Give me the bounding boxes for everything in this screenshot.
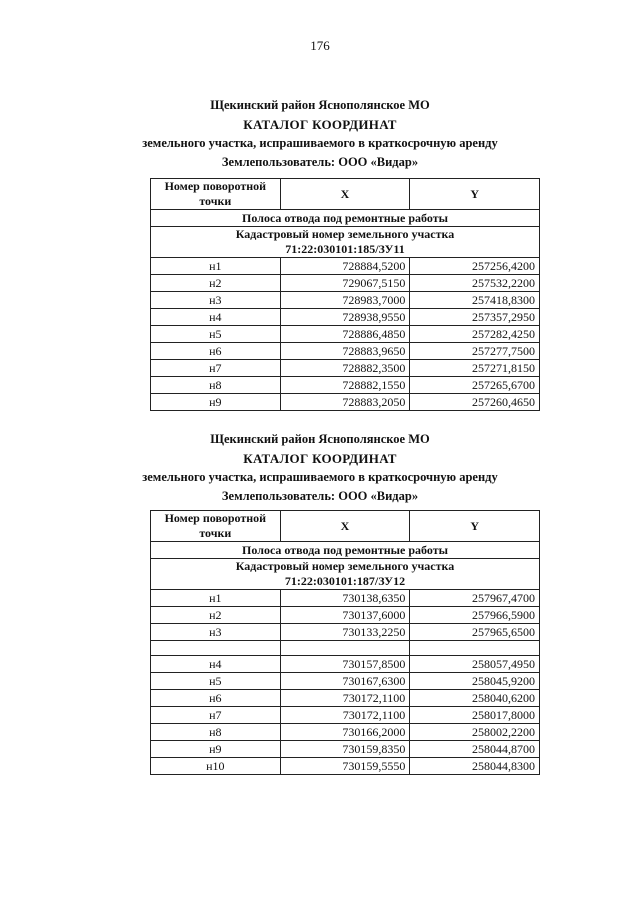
- cadastral-cell: [151, 559, 540, 590]
- y-cell: 257418,8300: [410, 292, 540, 309]
- y-cell: 257282,4250: [410, 326, 540, 343]
- cadastral-number: 71:22:030101:185/ЗУ11: [285, 242, 405, 256]
- header-y: Y: [410, 511, 540, 542]
- point-cell: н3: [151, 292, 281, 309]
- y-cell: 258057,4950: [410, 656, 540, 673]
- table-row: [151, 258, 540, 275]
- x-cell: 728886,4850: [280, 326, 410, 343]
- table-row: [151, 641, 540, 656]
- catalog-heading-1: [0, 96, 640, 172]
- point-cell: [151, 641, 281, 656]
- point-cell: н8: [151, 724, 281, 741]
- x-cell: 730167,6300: [280, 673, 410, 690]
- heading-subtitle: земельного участка, испрашиваемого в краткосрочную аренду: [142, 136, 498, 150]
- table-row: [151, 758, 540, 775]
- y-cell: [410, 641, 540, 656]
- cadastral-row: [151, 227, 540, 258]
- y-cell: 257260,4650: [410, 394, 540, 411]
- point-cell: н10: [151, 758, 281, 775]
- header-point: Номер поворотной точки: [151, 179, 281, 210]
- y-cell: 258017,8000: [410, 707, 540, 724]
- point-cell: н9: [151, 741, 281, 758]
- y-cell: 257966,5900: [410, 607, 540, 624]
- cadastral-cell: [151, 227, 540, 258]
- x-cell: 728983,7000: [280, 292, 410, 309]
- header-y: Y: [410, 179, 540, 210]
- x-cell: 728882,3500: [280, 360, 410, 377]
- heading-district: Щекинский район Яснополянское МО: [210, 432, 430, 446]
- cadastral-label: Кадастровый номер земельного участка: [235, 227, 455, 241]
- point-cell: н9: [151, 394, 281, 411]
- coordinates-table-2: [150, 510, 540, 775]
- y-cell: 258044,8700: [410, 741, 540, 758]
- y-cell: 257532,2200: [410, 275, 540, 292]
- table-header-row: [151, 179, 540, 210]
- cadastral-number: 71:22:030101:187/ЗУ12: [284, 574, 406, 588]
- y-cell: 257965,6500: [410, 624, 540, 641]
- catalog-heading-2: [0, 430, 640, 506]
- x-cell: 730172,1100: [280, 690, 410, 707]
- table-row: [151, 690, 540, 707]
- x-cell: [280, 641, 410, 656]
- x-cell: 730159,8350: [280, 741, 410, 758]
- point-cell: н2: [151, 607, 281, 624]
- point-cell: н5: [151, 673, 281, 690]
- heading-land-user: Землепользователь: ООО «Видар»: [221, 489, 419, 503]
- table-row: [151, 590, 540, 607]
- x-cell: 730138,6350: [280, 590, 410, 607]
- table-row: [151, 360, 540, 377]
- heading-district: Щекинский район Яснополянское МО: [210, 98, 430, 112]
- header-point: Номер поворотной точки: [151, 511, 281, 542]
- y-cell: 258040,6200: [410, 690, 540, 707]
- x-cell: 730157,8500: [280, 656, 410, 673]
- table-row: [151, 343, 540, 360]
- point-cell: н4: [151, 656, 281, 673]
- x-cell: 728938,9550: [280, 309, 410, 326]
- y-cell: 258002,2200: [410, 724, 540, 741]
- x-cell: 730172,1100: [280, 707, 410, 724]
- x-cell: 730159,5550: [280, 758, 410, 775]
- table-row: [151, 707, 540, 724]
- table-header-row: [151, 511, 540, 542]
- table-row: [151, 673, 540, 690]
- table-row: [151, 394, 540, 411]
- x-cell: 728884,5200: [280, 258, 410, 275]
- point-cell: н3: [151, 624, 281, 641]
- point-cell: н1: [151, 258, 281, 275]
- y-cell: 257271,8150: [410, 360, 540, 377]
- table-row: [151, 309, 540, 326]
- section-row: [151, 210, 540, 227]
- y-cell: 257256,4200: [410, 258, 540, 275]
- point-cell: н7: [151, 707, 281, 724]
- x-cell: 730166,2000: [280, 724, 410, 741]
- page-number: 176: [310, 38, 330, 53]
- table-row: [151, 326, 540, 343]
- point-cell: н2: [151, 275, 281, 292]
- x-cell: 728883,9650: [280, 343, 410, 360]
- x-cell: 730133,2250: [280, 624, 410, 641]
- table-row: [151, 741, 540, 758]
- x-cell: 730137,6000: [280, 607, 410, 624]
- point-cell: н6: [151, 690, 281, 707]
- table-row: [151, 624, 540, 641]
- point-cell: н1: [151, 590, 281, 607]
- x-cell: 728882,1550: [280, 377, 410, 394]
- table-row: [151, 724, 540, 741]
- y-cell: 257967,4700: [410, 590, 540, 607]
- table-row: [151, 275, 540, 292]
- heading-land-user: Землепользователь: ООО «Видар»: [221, 155, 419, 169]
- y-cell: 257277,7500: [410, 343, 540, 360]
- header-x: X: [280, 179, 410, 210]
- y-cell: 257357,2950: [410, 309, 540, 326]
- header-x: X: [280, 511, 410, 542]
- y-cell: 257265,6700: [410, 377, 540, 394]
- heading-title: КАТАЛОГ КООРДИНАТ: [243, 117, 397, 132]
- cadastral-label: Кадастровый номер земельного участка: [235, 559, 455, 573]
- point-cell: н7: [151, 360, 281, 377]
- table-row: [151, 656, 540, 673]
- heading-subtitle: земельного участка, испрашиваемого в краткосрочную аренду: [142, 470, 498, 484]
- x-cell: 728883,2050: [280, 394, 410, 411]
- coordinates-table-1: [150, 178, 540, 411]
- x-cell: 729067,5150: [280, 275, 410, 292]
- point-cell: н5: [151, 326, 281, 343]
- table-row: [151, 607, 540, 624]
- point-cell: н6: [151, 343, 281, 360]
- section-title: Полоса отвода под ремонтные работы: [151, 542, 540, 559]
- y-cell: 258045,9200: [410, 673, 540, 690]
- point-cell: н8: [151, 377, 281, 394]
- y-cell: 258044,8300: [410, 758, 540, 775]
- table-row: [151, 292, 540, 309]
- section-title: Полоса отвода под ремонтные работы: [151, 210, 540, 227]
- cadastral-row: [151, 559, 540, 590]
- section-row: [151, 542, 540, 559]
- heading-title: КАТАЛОГ КООРДИНАТ: [243, 451, 397, 466]
- point-cell: н4: [151, 309, 281, 326]
- table-row: [151, 377, 540, 394]
